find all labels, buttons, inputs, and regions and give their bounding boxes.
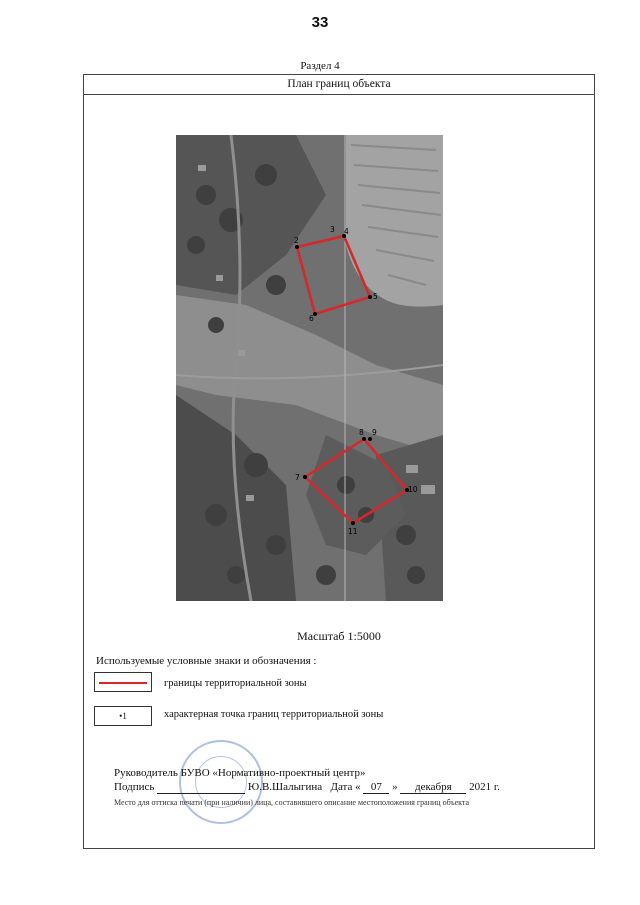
legend-boundary-symbol	[94, 672, 152, 692]
signature-field	[157, 781, 245, 794]
date-label: Дата «	[330, 781, 361, 793]
plan-title: План границ объекта	[84, 75, 594, 95]
point-label-3: 3	[330, 225, 335, 234]
page-number: 33	[311, 14, 329, 31]
legend-point-label: характерная точка границ территориальной зоны	[164, 709, 384, 720]
aerial-map	[176, 135, 443, 601]
point-label-8: 8	[359, 428, 364, 437]
stamp-place-note: Место для оттиска печати (при наличии) лица, составившего описание местоположения границ объекта	[114, 798, 470, 807]
legend-title: Используемые условные знаки и обозначения :	[96, 655, 317, 667]
document-frame	[83, 74, 595, 849]
date-quote-close: »	[392, 781, 398, 793]
signature-label: Подпись	[114, 781, 155, 793]
signature-line	[114, 781, 500, 794]
point-label-2: 2	[294, 236, 299, 245]
section-label: Раздел 4	[300, 60, 340, 72]
point-label-4: 4	[344, 227, 349, 236]
map-scale: Масштаб 1:5000	[297, 629, 381, 643]
point-label-7: 7	[295, 473, 300, 482]
date-year: 2021 г.	[469, 781, 500, 793]
legend-point-symbol: •1	[94, 706, 152, 726]
aerial-map-svg	[176, 135, 443, 601]
signer-name: Ю.В.Шалыгина	[247, 781, 323, 793]
point-label-6: 6	[309, 314, 314, 323]
point-label-11: 11	[348, 527, 358, 536]
point-label-5: 5	[373, 292, 378, 301]
date-month: декабря	[400, 781, 466, 794]
signature-org-line: Руководитель БУВО «Нормативно-проектный центр»	[114, 767, 366, 779]
point-label-10: 10	[408, 485, 418, 494]
point-label-9: 9	[372, 428, 377, 437]
legend-boundary-label: границы территориальной зоны	[164, 678, 307, 689]
date-day: 07	[363, 781, 389, 794]
